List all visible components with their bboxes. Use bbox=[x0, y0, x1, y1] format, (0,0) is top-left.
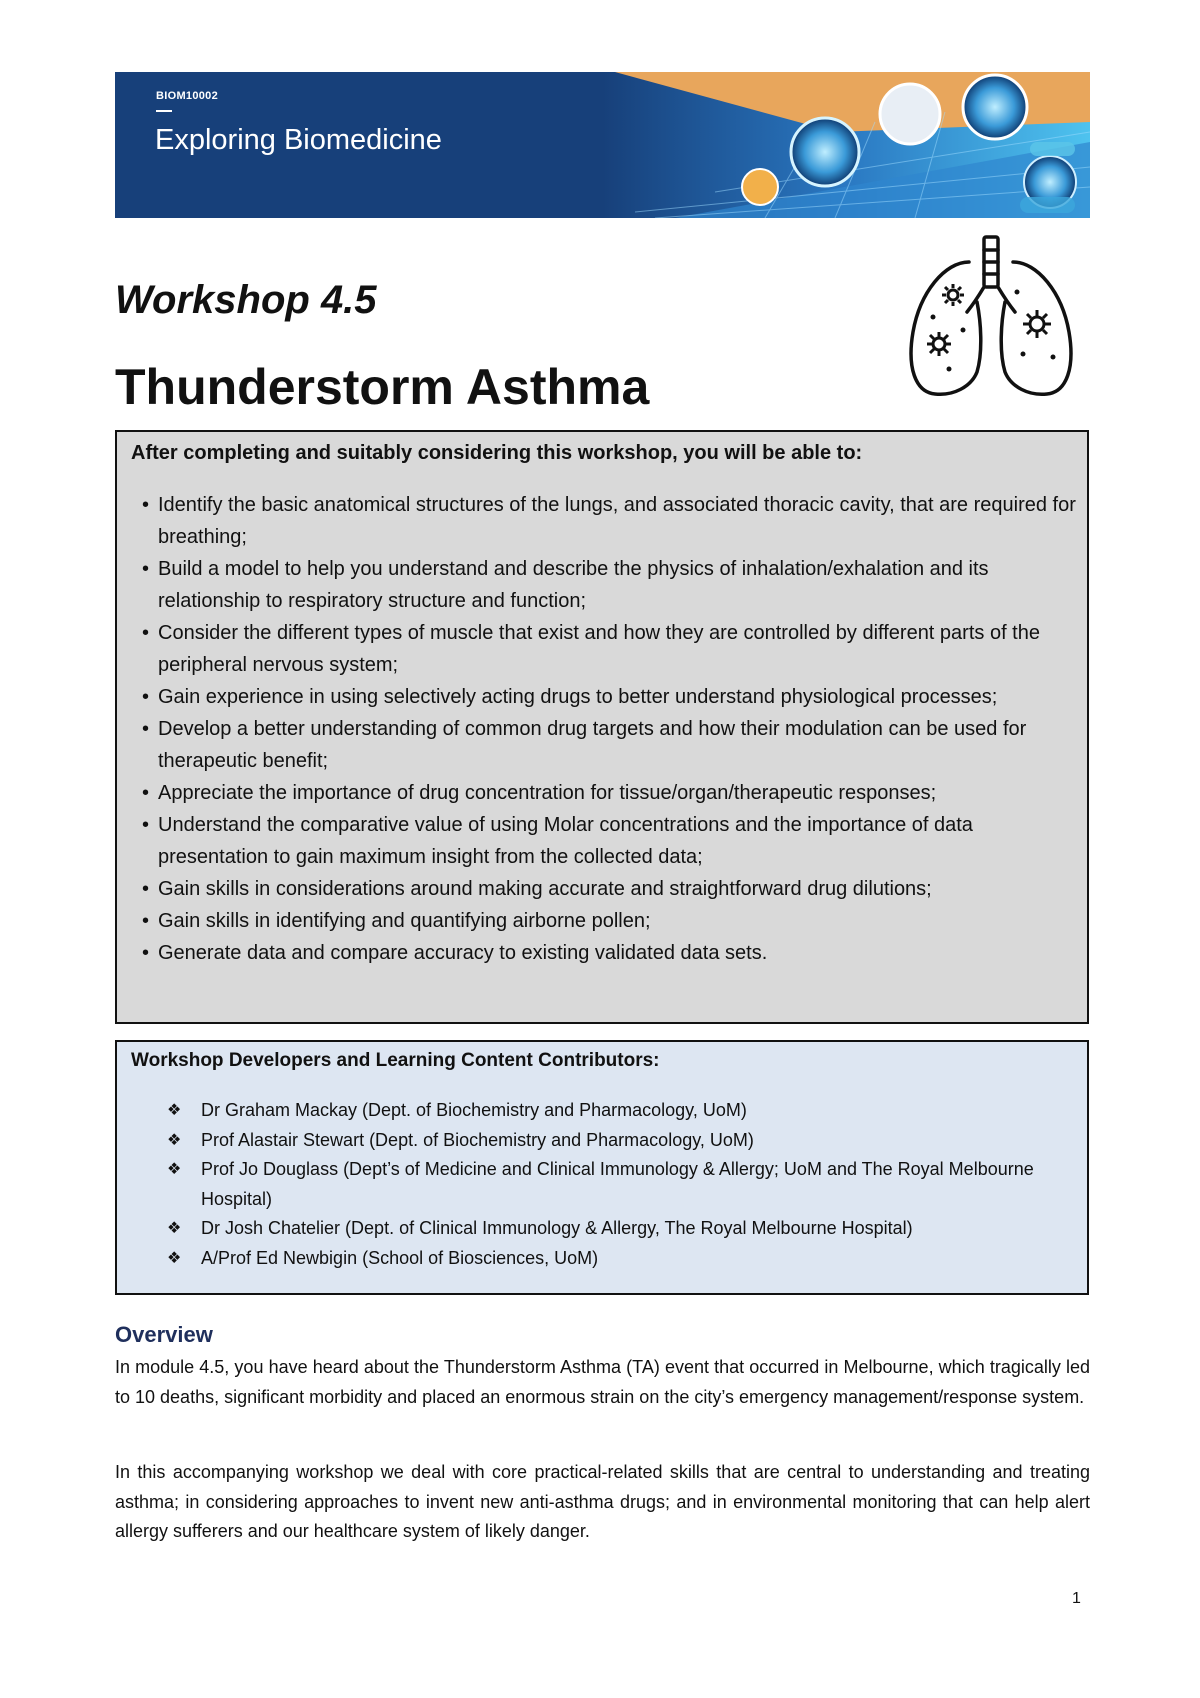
bullet-icon: • bbox=[142, 910, 150, 932]
list-item bbox=[142, 809, 1077, 873]
list-item bbox=[167, 1126, 1047, 1156]
contributor-text: A/Prof Ed Newbigin (School of Biosciences, UoM) bbox=[201, 1247, 599, 1268]
outcome-text: Generate data and compare accuracy to existing validated data sets. bbox=[158, 942, 768, 964]
course-banner bbox=[115, 72, 1090, 218]
list-item bbox=[142, 553, 1077, 617]
outcome-text: Understand the comparative value of using Molar concentrations and the importance of data presentation to gain maximum insight from the collected data; bbox=[158, 814, 973, 868]
outcome-text: Identify the basic anatomical structures of the lungs, and associated thoracic cavity, that are required for breathing; bbox=[158, 494, 1076, 548]
bullet-icon: • bbox=[142, 686, 150, 708]
list-item bbox=[142, 873, 1077, 905]
list-item bbox=[142, 681, 1077, 713]
pollen-icon bbox=[927, 284, 1051, 356]
contributors-box bbox=[115, 1040, 1089, 1295]
list-item bbox=[167, 1096, 1047, 1126]
overview-heading: Overview bbox=[115, 1322, 213, 1347]
bullet-icon: • bbox=[142, 814, 150, 836]
outcome-text: Build a model to help you understand and describe the physics of inhalation/exhalation and its relationship to respiratory structure and function; bbox=[158, 558, 989, 612]
overview-paragraph: In this accompanying workshop we deal with core practical-related skills that are central to understanding and treating asthma; in considering approaches to invent new anti-asthma drugs; and in environmental monitoring that can help alert allergy sufferers and our healthcare system of likely danger. bbox=[115, 1462, 1090, 1541]
diamond-bullet-icon: ❖ bbox=[167, 1249, 182, 1267]
list-item bbox=[167, 1214, 1047, 1244]
list-item bbox=[167, 1244, 1047, 1274]
list-item bbox=[142, 905, 1077, 937]
outcome-text: Gain experience in using selectively acting drugs to better understand physiological processes; bbox=[158, 686, 998, 708]
diamond-bullet-icon: ❖ bbox=[167, 1102, 182, 1119]
cell-orb-icon bbox=[963, 75, 1027, 139]
outcome-text: Gain skills in considerations around making accurate and straightforward drug dilutions; bbox=[158, 878, 932, 900]
contributors-intro: Workshop Developers and Learning Content Contributors: bbox=[131, 1050, 660, 1071]
bullet-icon: • bbox=[142, 942, 150, 964]
bullet-icon: • bbox=[142, 782, 150, 804]
outcome-text: Appreciate the importance of drug concentration for tissue/organ/therapeutic responses; bbox=[158, 782, 937, 804]
capsule-orb-icon bbox=[742, 169, 778, 205]
lungs-icon bbox=[905, 232, 1077, 402]
outcomes-list bbox=[142, 489, 1077, 969]
contributor-text: Prof Alastair Stewart (Dept. of Biochemistry and Pharmacology, UoM) bbox=[201, 1129, 754, 1150]
learning-outcomes-box bbox=[115, 430, 1089, 1024]
diamond-bullet-icon: ❖ bbox=[167, 1220, 182, 1237]
document-title: Thunderstorm Asthma bbox=[115, 359, 650, 415]
contributor-text: Dr Josh Chatelier (Dept. of Clinical Immunology & Allergy, The Royal Melbourne Hospital) bbox=[201, 1218, 913, 1238]
contributor-text: Prof Jo Douglass (Dept’s of Medicine and Clinical Immunology & Allergy; UoM and The Royal Melbourne Hospital) bbox=[201, 1159, 1034, 1209]
list-item bbox=[142, 489, 1077, 553]
outcomes-intro: After completing and suitably considering this workshop, you will be able to: bbox=[131, 442, 863, 464]
contributor-text: Dr Graham Mackay (Dept. of Biochemistry and Pharmacology, UoM) bbox=[201, 1100, 747, 1120]
course-code: BIOM10002 bbox=[156, 90, 219, 102]
bullet-icon: • bbox=[142, 622, 150, 644]
workshop-number: Workshop 4.5 bbox=[115, 278, 377, 322]
microscope-orb-icon bbox=[791, 118, 859, 186]
banner-divider bbox=[156, 110, 172, 112]
list-item bbox=[142, 777, 1077, 809]
page-number: 1 bbox=[1072, 1590, 1081, 1607]
diamond-bullet-icon: ❖ bbox=[167, 1161, 182, 1178]
list-item bbox=[167, 1155, 1047, 1214]
bullet-icon: • bbox=[142, 494, 150, 516]
overview-paragraph: In module 4.5, you have heard about the Thunderstorm Asthma (TA) event that occurred in Melbourne, which tragically led to 10 deaths, significant morbidity and placed an enormous strain on the city’s emergency management/response system. bbox=[115, 1357, 1090, 1407]
bullet-icon: • bbox=[142, 878, 150, 900]
bullet-icon: • bbox=[142, 718, 150, 740]
list-item bbox=[142, 937, 1077, 969]
course-title: Exploring Biomedicine bbox=[155, 124, 442, 156]
outcome-text: Develop a better understanding of common drug targets and how their modulation can be used for therapeutic benefit; bbox=[158, 718, 1027, 772]
bullet-icon: • bbox=[142, 558, 150, 580]
list-item bbox=[142, 713, 1077, 777]
lab-equipment-icon bbox=[880, 84, 940, 144]
contributors-list bbox=[167, 1096, 1047, 1273]
diamond-bullet-icon: ❖ bbox=[167, 1131, 182, 1149]
outcome-text: Gain skills in identifying and quantifying airborne pollen; bbox=[158, 910, 651, 932]
list-item bbox=[142, 617, 1077, 681]
outcome-text: Consider the different types of muscle that exist and how they are controlled by different parts of the peripheral nervous system; bbox=[158, 622, 1040, 676]
